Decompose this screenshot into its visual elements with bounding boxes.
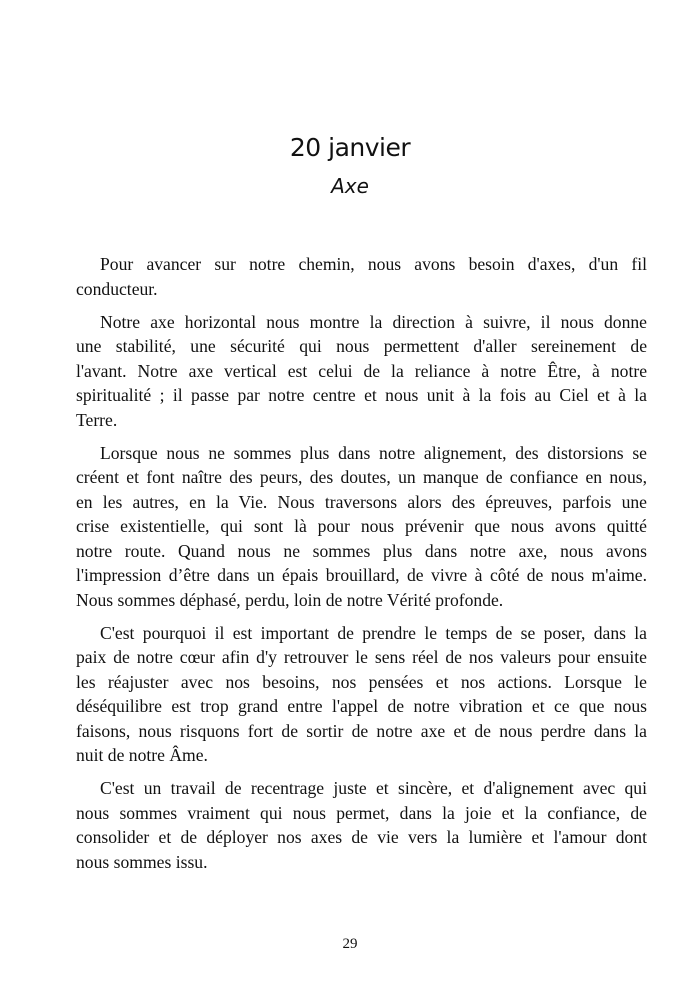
text-line: consolider et de déployer nos axes de vie vers la lumière et l'amour dont	[76, 827, 647, 847]
text-line: spiritualité ; il passe par notre centre et nous unit à la fois au Ciel et à la	[76, 385, 647, 405]
text-line: nous sommes issu.	[76, 851, 208, 872]
text-line: créent et font naître des peurs, des doutes, un manque de confiance en nous,	[76, 467, 647, 487]
text-line: Notre axe horizontal nous montre la direction à suivre, il nous donne	[100, 311, 647, 332]
page-subtitle: Axe	[331, 174, 369, 198]
paragraph	[76, 621, 647, 768]
text-line: nuit de notre Âme.	[76, 745, 208, 765]
text-line: Terre.	[76, 409, 118, 430]
text-line: notre route. Quand nous ne sommes plus dans notre axe, nous avons	[76, 540, 647, 561]
text-line: crise existentielle, qui sont là pour nous prévenir que nous avons quitté	[76, 516, 647, 536]
text-line: C'est pourquoi il est important de prendre le temps de se poser, dans la	[100, 622, 647, 643]
paragraph	[76, 252, 647, 301]
text-line: faisons, nous risquons fort de sortir de notre axe et de nous perdre dans la	[76, 720, 647, 741]
body-text	[76, 252, 647, 883]
page-number: 29	[342, 936, 358, 952]
text-line: paix de notre cœur afin d'y retrouver le sens réel de nos valeurs pour ensuite	[76, 647, 647, 667]
paragraph	[76, 441, 647, 613]
text-line: une stabilité, une sécurité qui nous permettent d'aller sereinement de	[76, 336, 647, 356]
text-line: déséquilibre est trop grand entre l'appel de notre vibration et ce que nous	[76, 696, 647, 716]
text-line: Nous sommes déphasé, perdu, loin de notre Vérité profonde.	[76, 589, 504, 610]
page-title: 20 janvier	[289, 133, 411, 162]
text-line: conducteur.	[76, 278, 158, 299]
text-line: nous sommes vraiment qui nous permet, dans la joie et la confiance, de	[76, 802, 647, 823]
text-line: en les autres, en la Vie. Nous traversons alors des épreuves, parfois une	[76, 491, 647, 512]
text-line: les réajuster avec nos besoins, nos pensées et nos actions. Lorsque le	[76, 671, 647, 692]
paragraph	[76, 310, 647, 433]
text-line: l'avant. Notre axe vertical est celui de la reliance à notre Être, à notre	[76, 360, 647, 381]
text-line: Lorsque nous ne sommes plus dans notre alignement, des distorsions se	[100, 442, 647, 463]
paragraph	[76, 776, 647, 874]
text-line: C'est un travail de recentrage juste et sincère, et d'alignement avec qui	[100, 778, 647, 798]
text-line: l'impression d’être dans un épais brouillard, de vivre à côté de nous m'aime.	[76, 565, 647, 585]
text-line: Pour avancer sur notre chemin, nous avons besoin d'axes, d'un fil	[100, 254, 647, 274]
